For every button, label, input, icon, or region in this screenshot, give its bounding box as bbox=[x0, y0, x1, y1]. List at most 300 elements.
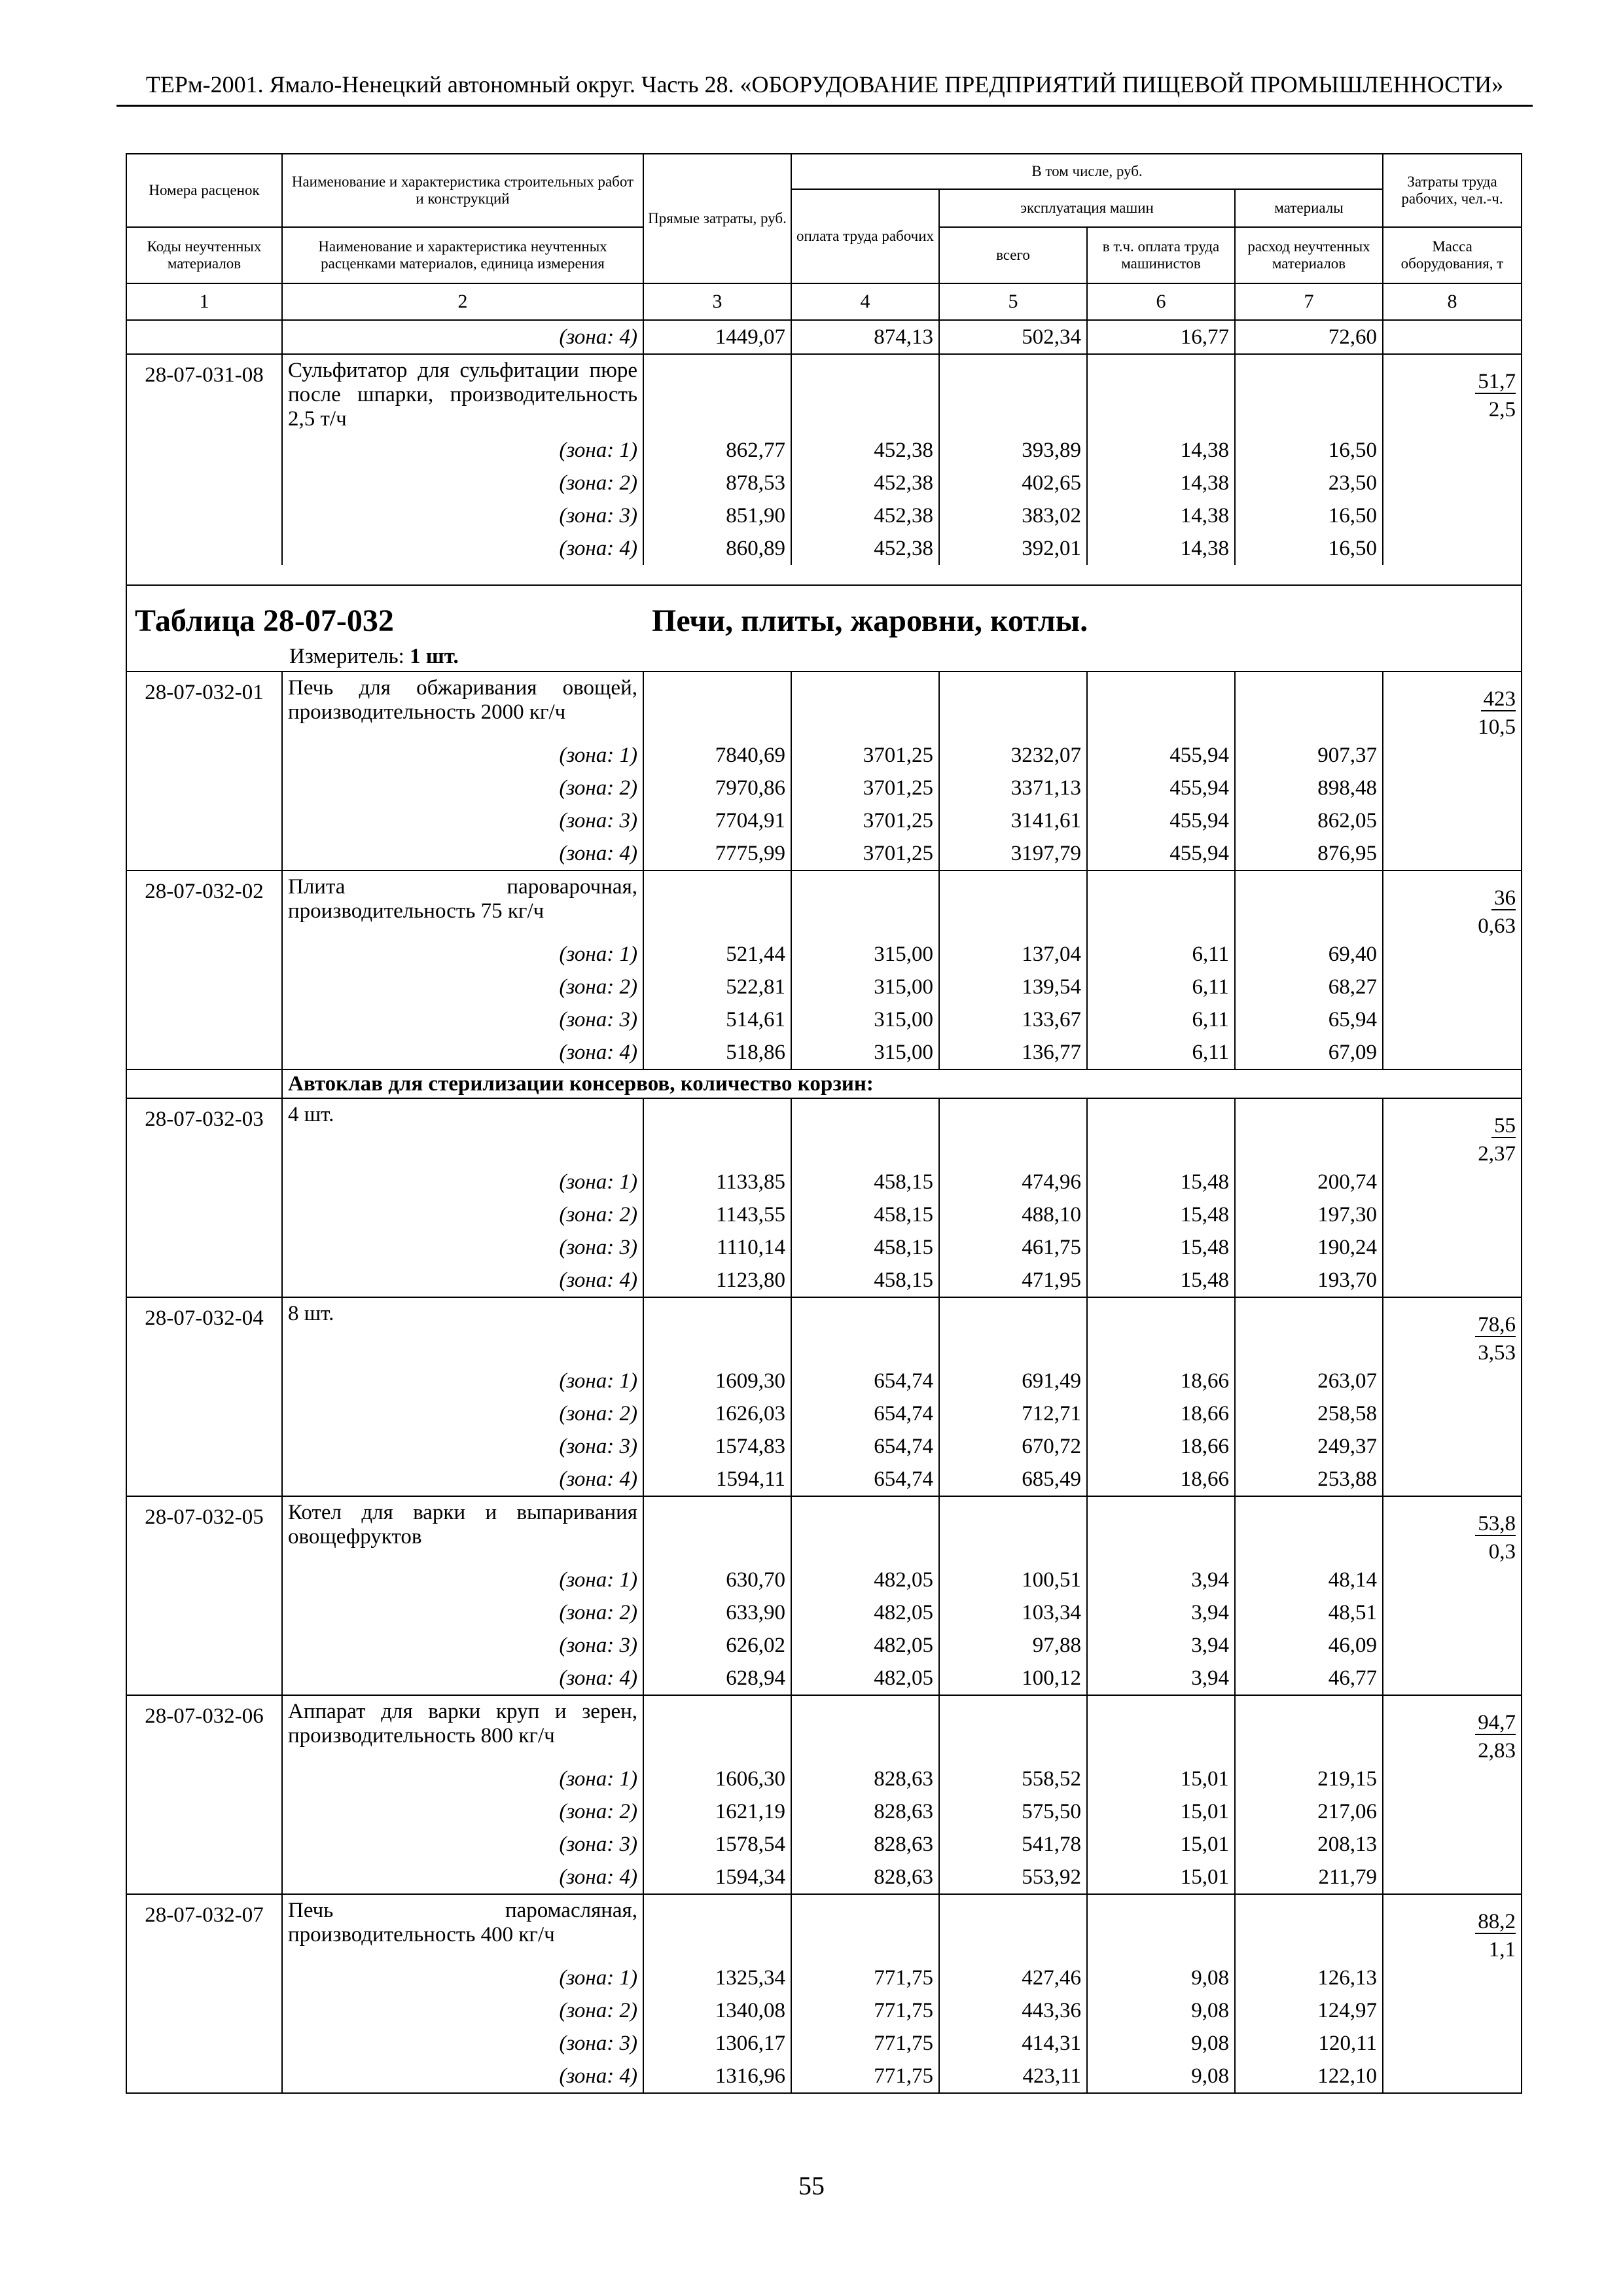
zone-label: (зона: 4) bbox=[282, 1463, 643, 1496]
zone-label: (зона: 4) bbox=[282, 1264, 643, 1297]
col8-header-bottom: Масса оборудования, т bbox=[1383, 227, 1522, 283]
empty-cell bbox=[1383, 1564, 1522, 1596]
value-cell: 654,74 bbox=[791, 1430, 939, 1463]
empty-cell bbox=[939, 1894, 1087, 1962]
zone-row bbox=[126, 1994, 1522, 2027]
empty-cell bbox=[126, 1828, 282, 1861]
value-cell: 1621,19 bbox=[643, 1795, 791, 1828]
table-label: Таблица 28-07-032 bbox=[135, 603, 394, 638]
empty-cell bbox=[126, 1763, 282, 1795]
zone-row bbox=[126, 1231, 1522, 1264]
value-cell: 443,36 bbox=[939, 1994, 1087, 2027]
zone-label: (зона: 2) bbox=[282, 772, 643, 804]
value-cell: 452,38 bbox=[791, 532, 939, 565]
zone-label: (зона: 2) bbox=[282, 1994, 643, 2027]
col6-header: в т.ч. оплата труда машинистов bbox=[1087, 227, 1235, 283]
fraction bbox=[1389, 1895, 1516, 1962]
labor-mass-fraction bbox=[1383, 1098, 1522, 1166]
value-cell: 423,11 bbox=[939, 2060, 1087, 2093]
value-cell: 712,71 bbox=[939, 1397, 1087, 1430]
empty-cell bbox=[939, 354, 1087, 434]
empty-cell bbox=[1383, 467, 1522, 499]
value-cell: 1578,54 bbox=[643, 1828, 791, 1861]
rate-code: 28-07-032-01 bbox=[126, 672, 282, 739]
value-cell: 670,72 bbox=[939, 1430, 1087, 1463]
empty-cell bbox=[1383, 1962, 1522, 1994]
zone-row bbox=[126, 1962, 1522, 1994]
empty-cell bbox=[643, 1098, 791, 1166]
value-cell: 3,94 bbox=[1087, 1662, 1235, 1695]
value-cell: 100,51 bbox=[939, 1564, 1087, 1596]
meter-value: 1 шт. bbox=[410, 645, 459, 668]
value-cell: 521,44 bbox=[643, 938, 791, 971]
value-cell: 1606,30 bbox=[643, 1763, 791, 1795]
empty-cell bbox=[791, 354, 939, 434]
table-section-row bbox=[126, 585, 1522, 672]
empty-cell bbox=[1087, 870, 1235, 938]
empty-cell bbox=[1383, 1397, 1522, 1430]
value-cell: 654,74 bbox=[791, 1463, 939, 1496]
value-cell: 541,78 bbox=[939, 1828, 1087, 1861]
labor-mass-fraction bbox=[1383, 1297, 1522, 1365]
value-cell: 253,88 bbox=[1235, 1463, 1383, 1496]
value-cell: 488,10 bbox=[939, 1198, 1087, 1231]
zone-row bbox=[126, 1036, 1522, 1069]
labor-cost: 53,8 bbox=[1475, 1513, 1516, 1536]
value-cell: 383,02 bbox=[939, 499, 1087, 532]
column-number: 3 bbox=[643, 283, 791, 320]
value-cell: 452,38 bbox=[791, 467, 939, 499]
equipment-mass: 10,5 bbox=[1478, 715, 1516, 739]
zone-label: (зона: 3) bbox=[282, 499, 643, 532]
value-cell: 16,50 bbox=[1235, 434, 1383, 467]
equipment-mass: 0,3 bbox=[1488, 1540, 1516, 1564]
col8-header-top: Затраты труда рабочих, чел.-ч. bbox=[1383, 154, 1522, 227]
value-cell: 1340,08 bbox=[643, 1994, 791, 2027]
empty-cell bbox=[1087, 354, 1235, 434]
col1-header-top: Номера расценок bbox=[126, 154, 282, 227]
empty-cell bbox=[1087, 1496, 1235, 1564]
empty-cell bbox=[1383, 1166, 1522, 1198]
value-cell: 15,48 bbox=[1087, 1198, 1235, 1231]
value-cell: 15,01 bbox=[1087, 1795, 1235, 1828]
value-cell: 6,11 bbox=[1087, 1036, 1235, 1069]
labor-mass-fraction bbox=[1383, 1894, 1522, 1962]
zone-label: (зона: 1) bbox=[282, 938, 643, 971]
empty-cell bbox=[1383, 804, 1522, 837]
labor-cost: 88,2 bbox=[1475, 1910, 1516, 1934]
value-cell: 828,63 bbox=[791, 1795, 939, 1828]
zone-label: (зона: 3) bbox=[282, 1003, 643, 1036]
value-cell: 575,50 bbox=[939, 1795, 1087, 1828]
value-cell: 14,38 bbox=[1087, 434, 1235, 467]
zone-label: (зона: 3) bbox=[282, 1430, 643, 1463]
empty-cell bbox=[1383, 1036, 1522, 1069]
value-cell: 67,09 bbox=[1235, 1036, 1383, 1069]
column-number: 2 bbox=[282, 283, 643, 320]
value-cell: 211,79 bbox=[1235, 1861, 1383, 1894]
carryover-row bbox=[126, 320, 1522, 354]
empty-cell bbox=[1383, 1231, 1522, 1264]
spacer-cell bbox=[126, 565, 1522, 585]
empty-cell bbox=[1383, 938, 1522, 971]
empty-cell bbox=[126, 1198, 282, 1231]
zone-label: (зона: 3) bbox=[282, 2027, 643, 2060]
value-cell: 3232,07 bbox=[939, 739, 1087, 772]
rate-row bbox=[126, 870, 1522, 938]
running-header: ТЕРм-2001. Ямало-Ненецкий автономный округ. Часть 28. «ОБОРУДОВАНИЕ ПРЕДПРИЯТИЙ ПИЩЕВОЙ ПРОМЫШЛЕННОСТИ» bbox=[145, 71, 1504, 98]
rate-name: Сульфитатор для сульфитации пюре после шпарки, производительность 2,5 т/ч bbox=[282, 354, 643, 434]
zone-label: (зона: 2) bbox=[282, 971, 643, 1003]
labor-cost: 36 bbox=[1491, 887, 1516, 910]
empty-cell bbox=[126, 971, 282, 1003]
fraction bbox=[1389, 1298, 1516, 1365]
zone-row bbox=[126, 1166, 1522, 1198]
zone-row bbox=[126, 532, 1522, 565]
value-cell: 1306,17 bbox=[643, 2027, 791, 2060]
zone-row bbox=[126, 971, 1522, 1003]
empty-cell bbox=[1235, 1496, 1383, 1564]
value-cell: 122,10 bbox=[1235, 2060, 1383, 2093]
fraction bbox=[1389, 871, 1516, 938]
value-cell: 65,94 bbox=[1235, 1003, 1383, 1036]
value-cell: 97,88 bbox=[939, 1629, 1087, 1662]
value-cell: 461,75 bbox=[939, 1231, 1087, 1264]
empty-cell bbox=[126, 837, 282, 870]
zone-row bbox=[126, 2027, 1522, 2060]
zone-row bbox=[126, 1861, 1522, 1894]
value-cell: 136,77 bbox=[939, 1036, 1087, 1069]
machines-header: эксплуатация машин bbox=[939, 189, 1235, 227]
empty-cell bbox=[1383, 532, 1522, 565]
empty-cell bbox=[791, 1695, 939, 1763]
value-cell: 414,31 bbox=[939, 2027, 1087, 2060]
equipment-mass: 1,1 bbox=[1488, 1938, 1516, 1962]
empty-cell bbox=[126, 434, 282, 467]
empty-cell bbox=[791, 1894, 939, 1962]
value-cell: 14,38 bbox=[1087, 467, 1235, 499]
zone-label: (зона: 4) bbox=[282, 1861, 643, 1894]
empty-cell bbox=[1383, 320, 1522, 354]
value-cell: 3701,25 bbox=[791, 739, 939, 772]
column-number: 8 bbox=[1383, 283, 1522, 320]
zone-label: (зона: 2) bbox=[282, 1397, 643, 1430]
meter-line bbox=[135, 642, 1513, 671]
labor-mass-fraction bbox=[1383, 1695, 1522, 1763]
empty-cell bbox=[1235, 1894, 1383, 1962]
empty-cell bbox=[126, 1795, 282, 1828]
empty-cell bbox=[126, 320, 282, 354]
empty-cell bbox=[126, 804, 282, 837]
empty-cell bbox=[1383, 2027, 1522, 2060]
empty-cell bbox=[939, 1496, 1087, 1564]
zone-row bbox=[126, 1003, 1522, 1036]
value-cell: 455,94 bbox=[1087, 804, 1235, 837]
empty-cell bbox=[643, 1496, 791, 1564]
zone-row bbox=[126, 1397, 1522, 1430]
value-cell: 217,06 bbox=[1235, 1795, 1383, 1828]
value-cell: 458,15 bbox=[791, 1198, 939, 1231]
value-cell: 18,66 bbox=[1087, 1463, 1235, 1496]
value-cell: 3701,25 bbox=[791, 837, 939, 870]
empty-cell bbox=[126, 1430, 282, 1463]
rate-code: 28-07-032-06 bbox=[126, 1695, 282, 1763]
empty-cell bbox=[126, 1003, 282, 1036]
rate-name: Котел для варки и выпаривания овощефруктов bbox=[282, 1496, 643, 1564]
value-cell: 6,11 bbox=[1087, 1003, 1235, 1036]
empty-cell bbox=[1383, 739, 1522, 772]
zone-label: (зона: 3) bbox=[282, 1629, 643, 1662]
value-cell: 68,27 bbox=[1235, 971, 1383, 1003]
value-cell: 691,49 bbox=[939, 1365, 1087, 1397]
value-cell: 474,96 bbox=[939, 1166, 1087, 1198]
zone-row bbox=[126, 1828, 1522, 1861]
value-cell: 9,08 bbox=[1087, 2060, 1235, 2093]
labor-cost: 78,6 bbox=[1475, 1314, 1516, 1337]
value-cell: 654,74 bbox=[791, 1397, 939, 1430]
zone-label: (зона: 4) bbox=[282, 837, 643, 870]
labor-mass-fraction bbox=[1383, 1496, 1522, 1564]
column-numbers-row bbox=[126, 283, 1522, 320]
value-cell: 126,13 bbox=[1235, 1962, 1383, 1994]
value-cell: 3,94 bbox=[1087, 1629, 1235, 1662]
value-cell: 137,04 bbox=[939, 938, 1087, 971]
rate-row bbox=[126, 1297, 1522, 1365]
empty-cell bbox=[1383, 499, 1522, 532]
value-cell: 522,81 bbox=[643, 971, 791, 1003]
value-cell: 455,94 bbox=[1087, 739, 1235, 772]
table-section-cell bbox=[126, 585, 1522, 672]
empty-cell bbox=[1383, 1264, 1522, 1297]
value-cell: 7775,99 bbox=[643, 837, 791, 870]
value-cell: 654,74 bbox=[791, 1365, 939, 1397]
value-cell: 258,58 bbox=[1235, 1397, 1383, 1430]
col1-header-bottom: Коды неучтенных материалов bbox=[126, 227, 282, 283]
value-cell: 828,63 bbox=[791, 1861, 939, 1894]
empty-cell bbox=[1383, 2060, 1522, 2093]
value-cell: 48,51 bbox=[1235, 1596, 1383, 1629]
empty-cell bbox=[791, 672, 939, 739]
col7-header: расход неучтенных материалов bbox=[1235, 227, 1383, 283]
rate-code: 28-07-031-08 bbox=[126, 354, 282, 434]
value-cell: 558,52 bbox=[939, 1763, 1087, 1795]
rate-name: 8 шт. bbox=[282, 1297, 643, 1365]
col4-header: оплата труда рабочих bbox=[791, 189, 939, 283]
value-cell: 1449,07 bbox=[643, 320, 791, 354]
zone-label: (зона: 1) bbox=[282, 739, 643, 772]
spacer-row bbox=[126, 565, 1522, 585]
empty-cell bbox=[1235, 354, 1383, 434]
empty-cell bbox=[1087, 672, 1235, 739]
value-cell: 190,24 bbox=[1235, 1231, 1383, 1264]
value-cell: 626,02 bbox=[643, 1629, 791, 1662]
empty-cell bbox=[126, 532, 282, 565]
zone-label: (зона: 2) bbox=[282, 467, 643, 499]
value-cell: 1325,34 bbox=[643, 1962, 791, 1994]
zone-row bbox=[126, 1564, 1522, 1596]
empty-cell bbox=[1087, 1695, 1235, 1763]
value-cell: 874,13 bbox=[791, 320, 939, 354]
rate-name: Печь для обжаривания овощей, производительность 2000 кг/ч bbox=[282, 672, 643, 739]
empty-cell bbox=[126, 1994, 282, 2027]
value-cell: 907,37 bbox=[1235, 739, 1383, 772]
empty-cell bbox=[126, 1036, 282, 1069]
value-cell: 1123,80 bbox=[643, 1264, 791, 1297]
value-cell: 3371,13 bbox=[939, 772, 1087, 804]
value-cell: 482,05 bbox=[791, 1662, 939, 1695]
zone-label: (зона: 3) bbox=[282, 1231, 643, 1264]
value-cell: 315,00 bbox=[791, 1036, 939, 1069]
empty-cell bbox=[791, 1297, 939, 1365]
zone-row bbox=[126, 739, 1522, 772]
empty-cell bbox=[126, 1069, 282, 1098]
zone-label: (зона: 4) bbox=[282, 532, 643, 565]
value-cell: 124,97 bbox=[1235, 1994, 1383, 2027]
value-cell: 15,48 bbox=[1087, 1231, 1235, 1264]
empty-cell bbox=[1383, 1795, 1522, 1828]
zone-row bbox=[126, 499, 1522, 532]
value-cell: 18,66 bbox=[1087, 1397, 1235, 1430]
empty-cell bbox=[126, 1264, 282, 1297]
empty-cell bbox=[791, 1098, 939, 1166]
zone-label: (зона: 1) bbox=[282, 1962, 643, 1994]
group-heading-row bbox=[126, 1069, 1522, 1098]
empty-cell bbox=[126, 467, 282, 499]
zone-label: (зона: 1) bbox=[282, 1166, 643, 1198]
column-number: 5 bbox=[939, 283, 1087, 320]
zone-row bbox=[126, 804, 1522, 837]
empty-cell bbox=[126, 1166, 282, 1198]
equipment-mass: 3,53 bbox=[1478, 1341, 1516, 1365]
value-cell: 427,46 bbox=[939, 1962, 1087, 1994]
rate-row bbox=[126, 1098, 1522, 1166]
empty-cell bbox=[643, 870, 791, 938]
labor-mass-fraction bbox=[1383, 672, 1522, 739]
zone-label: (зона: 2) bbox=[282, 1596, 643, 1629]
empty-cell bbox=[1383, 772, 1522, 804]
empty-cell bbox=[1383, 1994, 1522, 2027]
zone-row bbox=[126, 1463, 1522, 1496]
zone-label: (зона: 4) bbox=[282, 1662, 643, 1695]
value-cell: 72,60 bbox=[1235, 320, 1383, 354]
value-cell: 193,70 bbox=[1235, 1264, 1383, 1297]
empty-cell bbox=[1383, 1662, 1522, 1695]
empty-cell bbox=[1383, 1198, 1522, 1231]
rates-table bbox=[126, 153, 1522, 2094]
zone-label: (зона: 4) bbox=[282, 320, 643, 354]
empty-cell bbox=[126, 1397, 282, 1430]
rate-code: 28-07-032-05 bbox=[126, 1496, 282, 1564]
rate-code: 28-07-032-02 bbox=[126, 870, 282, 938]
empty-cell bbox=[126, 1463, 282, 1496]
value-cell: 100,12 bbox=[939, 1662, 1087, 1695]
empty-cell bbox=[1235, 1297, 1383, 1365]
value-cell: 771,75 bbox=[791, 2060, 939, 2093]
value-cell: 771,75 bbox=[791, 1994, 939, 2027]
equipment-mass: 2,5 bbox=[1488, 398, 1516, 422]
value-cell: 458,15 bbox=[791, 1264, 939, 1297]
value-cell: 502,34 bbox=[939, 320, 1087, 354]
zone-label: (зона: 4) bbox=[282, 2060, 643, 2093]
value-cell: 3701,25 bbox=[791, 804, 939, 837]
equipment-mass: 2,83 bbox=[1478, 1739, 1516, 1763]
value-cell: 482,05 bbox=[791, 1564, 939, 1596]
rate-name: Аппарат для варки круп и зерен, производительность 800 кг/ч bbox=[282, 1695, 643, 1763]
zone-row bbox=[126, 1629, 1522, 1662]
zone-row bbox=[126, 467, 1522, 499]
zone-label: (зона: 1) bbox=[282, 434, 643, 467]
col5-header: всего bbox=[939, 227, 1087, 283]
empty-cell bbox=[1383, 1828, 1522, 1861]
value-cell: 482,05 bbox=[791, 1596, 939, 1629]
empty-cell bbox=[126, 2027, 282, 2060]
rate-name: 4 шт. bbox=[282, 1098, 643, 1166]
empty-cell bbox=[1383, 971, 1522, 1003]
empty-cell bbox=[643, 1695, 791, 1763]
empty-cell bbox=[126, 2060, 282, 2093]
labor-mass-fraction bbox=[1383, 870, 1522, 938]
value-cell: 23,50 bbox=[1235, 467, 1383, 499]
zone-label: (зона: 4) bbox=[282, 1036, 643, 1069]
labor-cost: 51,7 bbox=[1475, 370, 1516, 394]
value-cell: 14,38 bbox=[1087, 532, 1235, 565]
value-cell: 200,74 bbox=[1235, 1166, 1383, 1198]
zone-label: (зона: 2) bbox=[282, 1795, 643, 1828]
value-cell: 3141,61 bbox=[939, 804, 1087, 837]
rate-row bbox=[126, 1695, 1522, 1763]
value-cell: 1110,14 bbox=[643, 1231, 791, 1264]
zone-row bbox=[126, 1365, 1522, 1397]
value-cell: 1316,96 bbox=[643, 2060, 791, 2093]
value-cell: 553,92 bbox=[939, 1861, 1087, 1894]
zone-label: (зона: 2) bbox=[282, 1198, 643, 1231]
value-cell: 9,08 bbox=[1087, 2027, 1235, 2060]
value-cell: 628,94 bbox=[643, 1662, 791, 1695]
value-cell: 633,90 bbox=[643, 1596, 791, 1629]
value-cell: 48,14 bbox=[1235, 1564, 1383, 1596]
empty-cell bbox=[939, 672, 1087, 739]
rate-row bbox=[126, 354, 1522, 434]
empty-cell bbox=[643, 354, 791, 434]
empty-cell bbox=[1383, 1430, 1522, 1463]
empty-cell bbox=[1087, 1894, 1235, 1962]
zone-row bbox=[126, 1264, 1522, 1297]
empty-cell bbox=[791, 870, 939, 938]
fraction bbox=[1389, 1497, 1516, 1564]
value-cell: 15,01 bbox=[1087, 1828, 1235, 1861]
column-number: 7 bbox=[1235, 283, 1383, 320]
empty-cell bbox=[126, 1564, 282, 1596]
empty-cell bbox=[1383, 1365, 1522, 1397]
value-cell: 18,66 bbox=[1087, 1430, 1235, 1463]
value-cell: 16,50 bbox=[1235, 532, 1383, 565]
value-cell: 3,94 bbox=[1087, 1596, 1235, 1629]
empty-cell bbox=[1383, 1596, 1522, 1629]
zone-row bbox=[126, 1662, 1522, 1695]
value-cell: 1133,85 bbox=[643, 1166, 791, 1198]
value-cell: 862,77 bbox=[643, 434, 791, 467]
value-cell: 771,75 bbox=[791, 2027, 939, 2060]
value-cell: 1143,55 bbox=[643, 1198, 791, 1231]
value-cell: 1574,83 bbox=[643, 1430, 791, 1463]
value-cell: 3197,79 bbox=[939, 837, 1087, 870]
labor-mass-fraction bbox=[1383, 354, 1522, 434]
value-cell: 1609,30 bbox=[643, 1365, 791, 1397]
value-cell: 6,11 bbox=[1087, 938, 1235, 971]
value-cell: 249,37 bbox=[1235, 1430, 1383, 1463]
value-cell: 16,77 bbox=[1087, 320, 1235, 354]
page-number: 55 bbox=[798, 2171, 825, 2200]
